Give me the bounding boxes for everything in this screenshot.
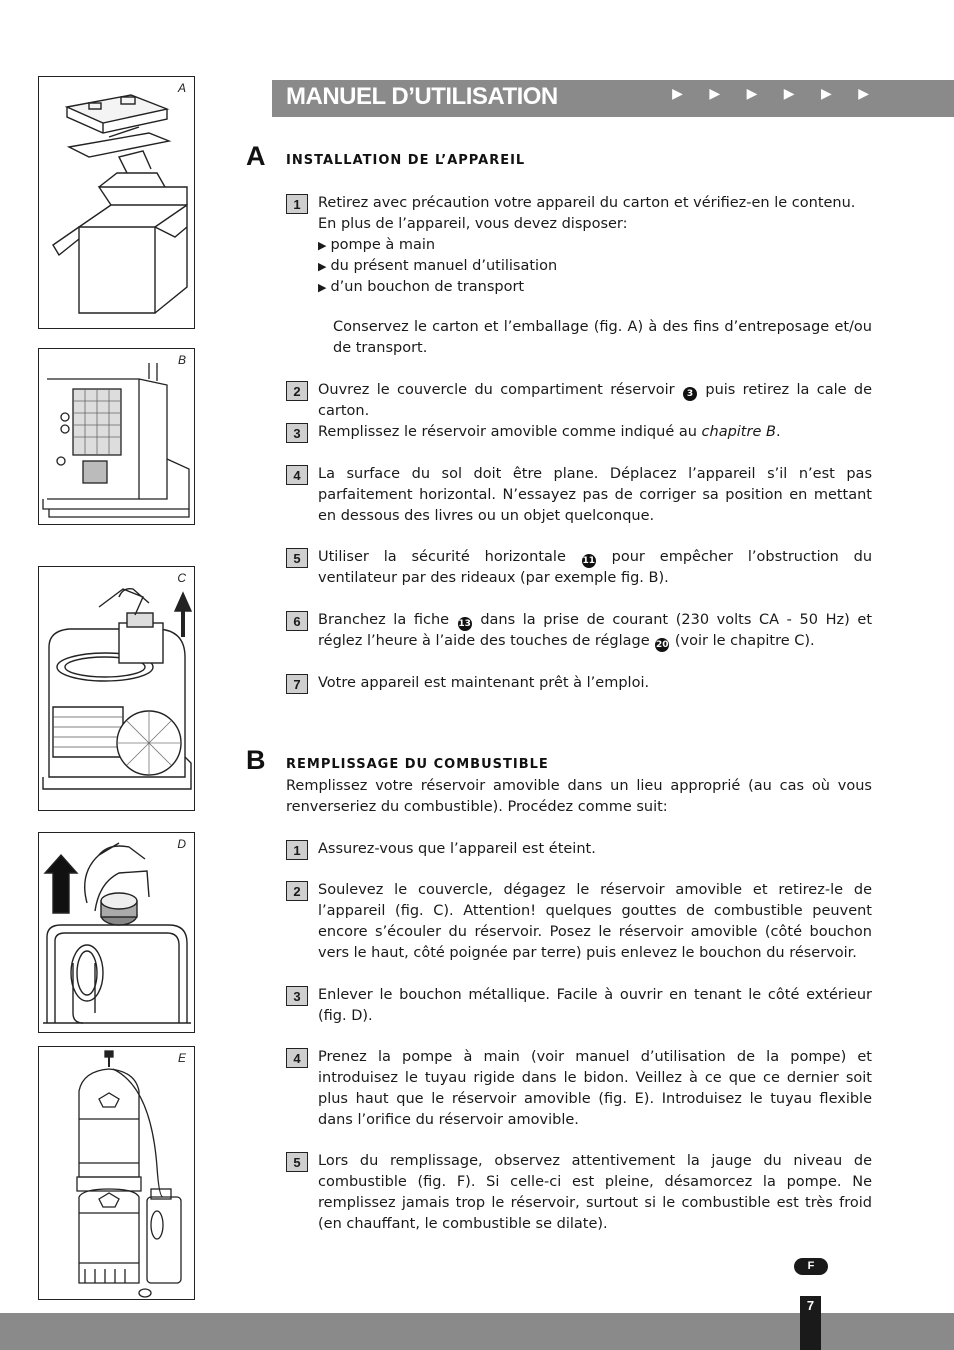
step-text: Soulevez le couvercle, dégagez le réservoir amovible et retirez-le de l’appareil (fig. C). Attention! quelques gouttes de combustible peuvent encore s’écouler du réservoir. Posez le réservoir amovible (côté bouchon vers le haut, côté poignée par terre) puis enlevez le bouchon du réservoir.: [318, 882, 872, 961]
step-number: 3: [286, 423, 308, 443]
list-item: [318, 235, 872, 256]
figure-c-illustration: [39, 567, 195, 811]
step-text: La surface du sol doit être plane. Déplacez l’appareil s’il n’est pas parfaitement horizontal. N’essayez pas de corriger sa position en mettant en dessous des livres ou un objet quelconque.: [318, 466, 872, 524]
page-number-box: [800, 1296, 821, 1350]
step-text: Branchez la fiche 13 dans la prise de courant (230 volts CA - 50 Hz) et réglez l’heure à l’aide des touches de réglage 20 (voir le chapitre C).: [318, 612, 873, 650]
header-band: [272, 80, 954, 117]
page-number: 7: [806, 1298, 815, 1313]
step-note: Conservez le carton et l’emballage (fig. A) à des fins d’entreposage et/ou de transport.: [333, 319, 872, 356]
step-text: Remplissez le réservoir amovible comme indiqué au chapitre B.: [318, 424, 781, 440]
step-text: Prenez la pompe à main (voir manuel d’utilisation de la pompe) et introduisez le tuyau rigide dans le bidon. Veillez à ce que ce dernier soit plus haut que le réservoir amovible (fig. E). Introduisez le tuyau flexible dans l’orifice du réservoir amovible.: [318, 1049, 872, 1128]
header-arrows: ▶ ▶ ▶ ▶ ▶ ▶: [672, 86, 880, 102]
step-text: Utiliser la sécurité horizontale 11 pour empêcher l’obstruction du ventilateur par des rideaux (par exemple fig. B).: [318, 549, 873, 586]
figure-a: [38, 76, 195, 329]
triangle-bullet-icon: ▶: [318, 260, 327, 273]
part-number-icon: 20: [656, 640, 669, 650]
part-number-icon: 13: [458, 619, 471, 629]
figure-a-label: A: [177, 81, 186, 95]
figure-d-label: D: [177, 837, 186, 851]
step-text: Votre appareil est maintenant prêt à l’emploi.: [318, 675, 650, 691]
section-b-intro: Remplissez votre réservoir amovible dans un lieu approprié (au cas où vous renverseriez du combustible). Procédez comme suit:: [286, 778, 872, 815]
figure-b-illustration: [39, 349, 195, 525]
triangle-bullet-icon: ▶: [318, 281, 327, 294]
list-item-text: d’un bouchon de transport: [330, 279, 525, 295]
step-text: [318, 193, 872, 359]
list-item: [318, 277, 872, 298]
language-badge: F: [794, 1258, 828, 1275]
step-number: 4: [286, 465, 308, 485]
step-number: 7: [286, 674, 308, 694]
step-number: 2: [286, 881, 308, 901]
part-number-icon: 11: [582, 556, 596, 566]
section-b-title: REMPLISSAGE DU COMBUSTIBLE: [286, 757, 549, 772]
list-item-text: du présent manuel d’utilisation: [330, 258, 558, 274]
step-line: En plus de l’appareil, vous devez disposer:: [318, 216, 628, 232]
figure-c-label: C: [177, 571, 186, 585]
list-item-text: pompe à main: [330, 237, 436, 253]
triangle-bullet-icon: ▶: [318, 239, 327, 252]
step-text: Assurez-vous que l’appareil est éteint.: [318, 841, 596, 857]
step-number: 4: [286, 1048, 308, 1068]
section-a-title: INSTALLATION DE L’APPAREIL: [286, 153, 526, 168]
figure-b: [38, 348, 195, 525]
step-number: 5: [286, 1152, 308, 1172]
step-number: 5: [286, 548, 308, 568]
step-number: 1: [286, 840, 308, 860]
figure-a-illustration: [39, 77, 195, 329]
step-text: Enlever le bouchon métallique. Facile à ouvrir en tenant le côté extérieur (fig. D).: [318, 987, 872, 1024]
section-a-letter: A: [246, 141, 266, 171]
step-number: 1: [286, 194, 308, 214]
part-number-icon: 3: [683, 387, 697, 401]
step-number: 2: [286, 381, 308, 401]
section-b-letter: B: [246, 745, 266, 775]
step-text: Lors du remplissage, observez attentivement la jauge du niveau de combustible (fig. F). Si celle-ci est pleine, désamorcez la pompe. Ne remplissez jamais trop le réservoir, surtout si le combustible est très froid (en chauffant, le combustible se dilate).: [318, 1153, 872, 1232]
figure-d-illustration: [39, 833, 195, 1033]
figure-b-label: B: [177, 353, 186, 367]
figure-e-illustration: [39, 1047, 195, 1300]
figure-e-label: E: [177, 1051, 186, 1065]
step-text: Ouvrez le couvercle du compartiment réservoir 3 puis retirez la cale de carton.: [318, 382, 873, 419]
figure-c: [38, 566, 195, 811]
step-number: 6: [286, 611, 308, 631]
figure-e: [38, 1046, 195, 1300]
step-number: 3: [286, 986, 308, 1006]
page-title: MANUEL D’UTILISATION: [286, 83, 558, 110]
step-line: Retirez avec précaution votre appareil du carton et vérifiez-en le contenu.: [318, 195, 856, 211]
list-item: [318, 256, 872, 277]
figure-d: [38, 832, 195, 1033]
